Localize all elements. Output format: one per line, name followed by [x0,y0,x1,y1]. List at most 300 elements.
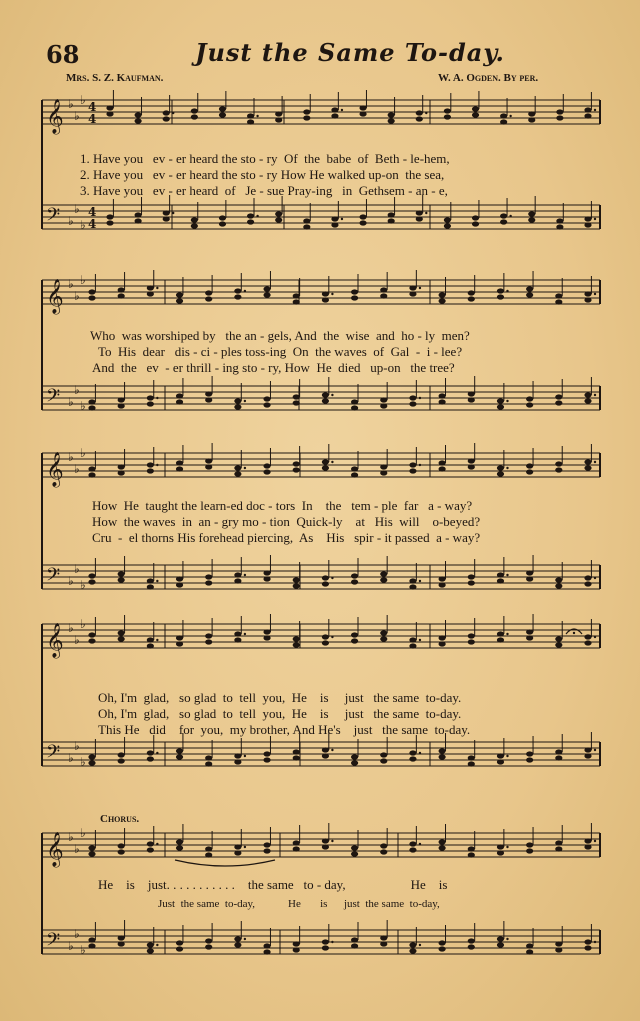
note-head [322,392,329,397]
hymn-title: Just the Same To-day. [195,38,505,67]
note-head [439,399,446,404]
note-head [247,219,254,224]
treble-clef: 𝄞 [46,279,64,314]
note-head [147,750,154,755]
note-head [556,109,563,114]
note-head [322,945,329,950]
note-head [176,576,183,581]
lyric-line: To His dear dis - ci - ples toss-ing On the waves of Gal - i - lee? [98,344,463,359]
note-head [176,641,183,646]
note-head [444,223,451,228]
note-head [526,463,533,468]
note-head [444,217,451,222]
note-head [500,113,507,118]
note-head [263,848,270,853]
flat-sign: ♭ [74,202,80,216]
note-head [163,116,170,121]
note-head [147,395,154,400]
note-head [234,578,241,583]
note-head [388,118,395,123]
note-head [219,221,226,226]
note-head [88,295,95,300]
note-head [351,754,358,759]
note-head [247,119,254,124]
note-head [205,458,212,463]
note-head [293,577,300,582]
note-head [584,581,591,586]
note-head [497,471,504,476]
note-head [234,637,241,642]
note-dot [331,461,333,463]
note-dot [506,574,508,576]
note-head [322,459,329,464]
note-dot [331,293,333,295]
note-head [351,943,358,948]
note-head [147,847,154,852]
note-head [439,641,446,646]
note-head [88,845,95,850]
note-head [409,462,416,467]
note-head [555,293,562,298]
note-dot [244,938,246,940]
note-head [500,219,507,224]
note-head [293,583,300,588]
note-head [584,297,591,302]
note-head [176,754,183,759]
note-head [263,629,270,634]
bass-clef: 𝄢 [46,742,61,767]
note-head [409,395,416,400]
note-head [526,949,533,954]
note-head [293,293,300,298]
note-head [409,750,416,755]
note-head [380,397,387,402]
flat-sign: ♭ [68,277,74,291]
note-head [88,573,95,578]
lyric-line: This He did for you, my brother, And He's just the same to-day. [98,722,471,737]
note-head [106,220,113,225]
note-head [468,639,475,644]
note-head [163,210,170,215]
note-head [497,465,504,470]
flat-sign: ♭ [80,755,86,769]
note-head [176,393,183,398]
note-head [584,945,591,950]
note-dot [509,115,511,117]
note-head [468,633,475,638]
note-head [472,112,479,117]
note-head [468,938,475,943]
note-head [176,839,183,844]
note-dot [244,755,246,757]
note-head [526,848,533,853]
note-head [409,637,416,642]
note-head [88,851,95,856]
note-head [497,294,504,299]
note-head [88,399,95,404]
note-head [584,291,591,296]
flat-sign: ♭ [74,462,80,476]
lyricist-credit: Mrs. S. Z. Kaufman. [66,72,164,84]
note-head [584,844,591,849]
note-dot [244,290,246,292]
note-head [234,631,241,636]
note-head [380,293,387,298]
note-head [234,936,241,941]
note-head [118,571,125,576]
note-head [409,643,416,648]
note-head [555,577,562,582]
note-dot [419,944,421,946]
note-head [351,845,358,850]
note-head [331,216,338,221]
note-dot [506,938,508,940]
note-head [351,632,358,637]
note-dot [331,941,333,943]
note-head [500,119,507,124]
note-head [118,577,125,582]
note-dot [341,218,343,220]
note-head [359,214,366,219]
note-head [205,633,212,638]
treble-clef: 𝄞 [46,623,64,658]
note-dot [244,574,246,576]
note-head [526,570,533,575]
flat-sign: ♭ [74,109,80,123]
note-head [497,637,504,642]
flat-sign: ♭ [74,289,80,303]
note-head [468,458,475,463]
note-head [147,942,154,947]
note-head [293,755,300,760]
note-head [555,755,562,760]
note-head [380,403,387,408]
note-head [322,939,329,944]
note-head [88,289,95,294]
note-dot [506,755,508,757]
note-head [234,465,241,470]
note-head [555,583,562,588]
note-head [351,579,358,584]
tie-mark [175,860,275,866]
flat-sign: ♭ [68,395,74,409]
note-head [247,113,254,118]
note-head [380,470,387,475]
note-head [293,467,300,472]
flat-sign: ♭ [68,97,74,111]
note-dot [331,840,333,842]
flat-sign: ♭ [80,617,86,631]
note-head [322,575,329,580]
note-dot [244,467,246,469]
note-head [584,392,591,397]
note-head [584,640,591,645]
note-head [205,290,212,295]
note-head [497,759,504,764]
note-head [468,944,475,949]
note-head [88,405,95,410]
note-head [88,466,95,471]
note-head [234,850,241,855]
flat-sign: ♭ [74,842,80,856]
note-head [555,840,562,845]
note-head [322,465,329,470]
note-head [444,114,451,119]
note-head [263,943,270,948]
note-head [118,758,125,763]
note-head [176,940,183,945]
lyric-line: And the ev - er thrill - ing sto - ry, How He died up-on the tree? [92,360,455,375]
note-head [416,216,423,221]
time-signature: 4 [88,217,97,231]
note-head [205,574,212,579]
note-dot [156,639,158,641]
note-dot [156,580,158,582]
note-head [409,468,416,473]
note-dot [594,109,596,111]
flat-sign: ♭ [68,830,74,844]
note-dot [594,394,596,396]
note-head [351,638,358,643]
note-head [147,948,154,953]
note-head [526,402,533,407]
note-head [322,581,329,586]
flat-sign: ♭ [68,751,74,765]
note-dot [331,749,333,751]
note-head [205,580,212,585]
note-dot [594,461,596,463]
note-head [409,401,416,406]
note-head [234,294,241,299]
note-dot [156,464,158,466]
note-head [191,223,198,228]
note-head [147,756,154,761]
note-head [293,840,300,845]
note-head [555,467,562,472]
note-head [322,634,329,639]
bass-clef: 𝄢 [46,930,61,955]
note-head [416,210,423,215]
note-dot [331,636,333,638]
note-head [555,394,562,399]
note-head [388,218,395,223]
note-head [275,217,282,222]
note-head [584,465,591,470]
note-head [263,635,270,640]
note-dot [594,577,596,579]
note-head [88,943,95,948]
note-head [359,111,366,116]
note-head [263,463,270,468]
note-head [409,841,416,846]
note-head [118,287,125,292]
note-head [176,460,183,465]
note-head [351,289,358,294]
flat-sign: ♭ [80,273,86,287]
note-head [380,843,387,848]
note-head [263,751,270,756]
note-head [584,216,591,221]
note-head [234,471,241,476]
note-dot [419,843,421,845]
note-head [322,297,329,302]
note-head [439,393,446,398]
note-head [205,397,212,402]
note-head [351,405,358,410]
note-head [556,115,563,120]
note-head [322,838,329,843]
note-head [234,398,241,403]
flat-sign: ♭ [74,383,80,397]
note-head [147,584,154,589]
note-head [497,936,504,941]
note-head [380,849,387,854]
treble-clef: 𝄞 [46,832,64,867]
lyric-line: 2. Have you ev - er heard the sto - ry How He walked up-on the sea, [80,167,445,182]
note-head [176,466,183,471]
note-head [497,753,504,758]
note-head [118,464,125,469]
note-dot [419,464,421,466]
note-head [88,937,95,942]
note-head [176,582,183,587]
note-head [526,842,533,847]
note-head [472,106,479,111]
note-dot [244,633,246,635]
flat-sign: ♭ [74,739,80,753]
note-head [439,635,446,640]
note-head [439,839,446,844]
note-head [147,637,154,642]
lyric-line: Cru - el thorns His forehead piercing, As His spir - it passed a - way? [92,530,481,545]
note-head [118,843,125,848]
note-dot [419,580,421,582]
note-dot [419,287,421,289]
time-signature: 4 [88,100,97,114]
flat-sign: ♭ [80,399,86,413]
note-head [322,844,329,849]
note-head [497,572,504,577]
note-head [409,948,416,953]
note-head [555,461,562,466]
note-head [468,391,475,396]
note-head [234,404,241,409]
note-head [468,580,475,585]
note-head [263,286,270,291]
flat-sign: ♭ [74,562,80,576]
note-head [468,296,475,301]
flat-sign: ♭ [80,943,86,957]
note-head [380,752,387,757]
bass-clef: 𝄢 [46,565,61,590]
note-head [555,642,562,647]
note-head [526,757,533,762]
note-head [293,749,300,754]
note-head [500,213,507,218]
note-head [205,755,212,760]
note-head [135,212,142,217]
note-head [359,105,366,110]
note-head [468,290,475,295]
note-head [351,937,358,942]
note-head [439,582,446,587]
note-head [526,635,533,640]
note-head [555,749,562,754]
note-head [497,578,504,583]
note-head [147,401,154,406]
flat-sign: ♭ [80,93,86,107]
note-head [359,220,366,225]
note-head [191,114,198,119]
note-head [293,642,300,647]
flat-sign: ♭ [80,218,86,232]
note-dot [594,218,596,220]
note-head [263,292,270,297]
note-head [205,761,212,766]
note-head [439,748,446,753]
note-head [322,753,329,758]
note-dot [331,577,333,579]
note-head [439,576,446,581]
note-head [555,400,562,405]
note-dot [156,944,158,946]
note-head [322,398,329,403]
lyric-line: How He taught the learn-ed doc - tors In the tem - ple far a - way? [92,498,473,513]
note-dot [244,400,246,402]
note-dot [594,293,596,295]
note-head [322,291,329,296]
note-head [380,571,387,576]
note-head [176,845,183,850]
note-head [351,851,358,856]
flat-sign: ♭ [74,633,80,647]
note-head [526,292,533,297]
note-head [275,211,282,216]
note-head [468,761,475,766]
note-head [439,466,446,471]
note-head [293,400,300,405]
note-head [380,941,387,946]
note-head [247,213,254,218]
lyric-line: He is just. . . . . . . . . . . the same to - day, He is [98,877,448,892]
note-head [234,942,241,947]
note-head [118,403,125,408]
chorus-label: Chorus. [100,813,140,825]
note-head [263,396,270,401]
note-head [584,838,591,843]
note-head [584,113,591,118]
page-number: 68 [46,40,80,69]
lyric-line: 3. Have you ev - er heard of Je - sue Pray-ing in Gethsem - an - e, [80,183,448,198]
note-head [584,459,591,464]
note-head [176,298,183,303]
note-head [293,394,300,399]
note-head [351,466,358,471]
note-head [351,573,358,578]
note-head [118,752,125,757]
note-head [88,754,95,759]
note-head [219,112,226,117]
fermata-dot [573,632,575,634]
note-head [118,630,125,635]
flat-sign: ♭ [68,621,74,635]
note-head [409,291,416,296]
note-head [526,629,533,634]
treble-clef: 𝄞 [46,452,64,487]
note-head [526,943,533,948]
note-head [263,757,270,762]
note-head [439,754,446,759]
